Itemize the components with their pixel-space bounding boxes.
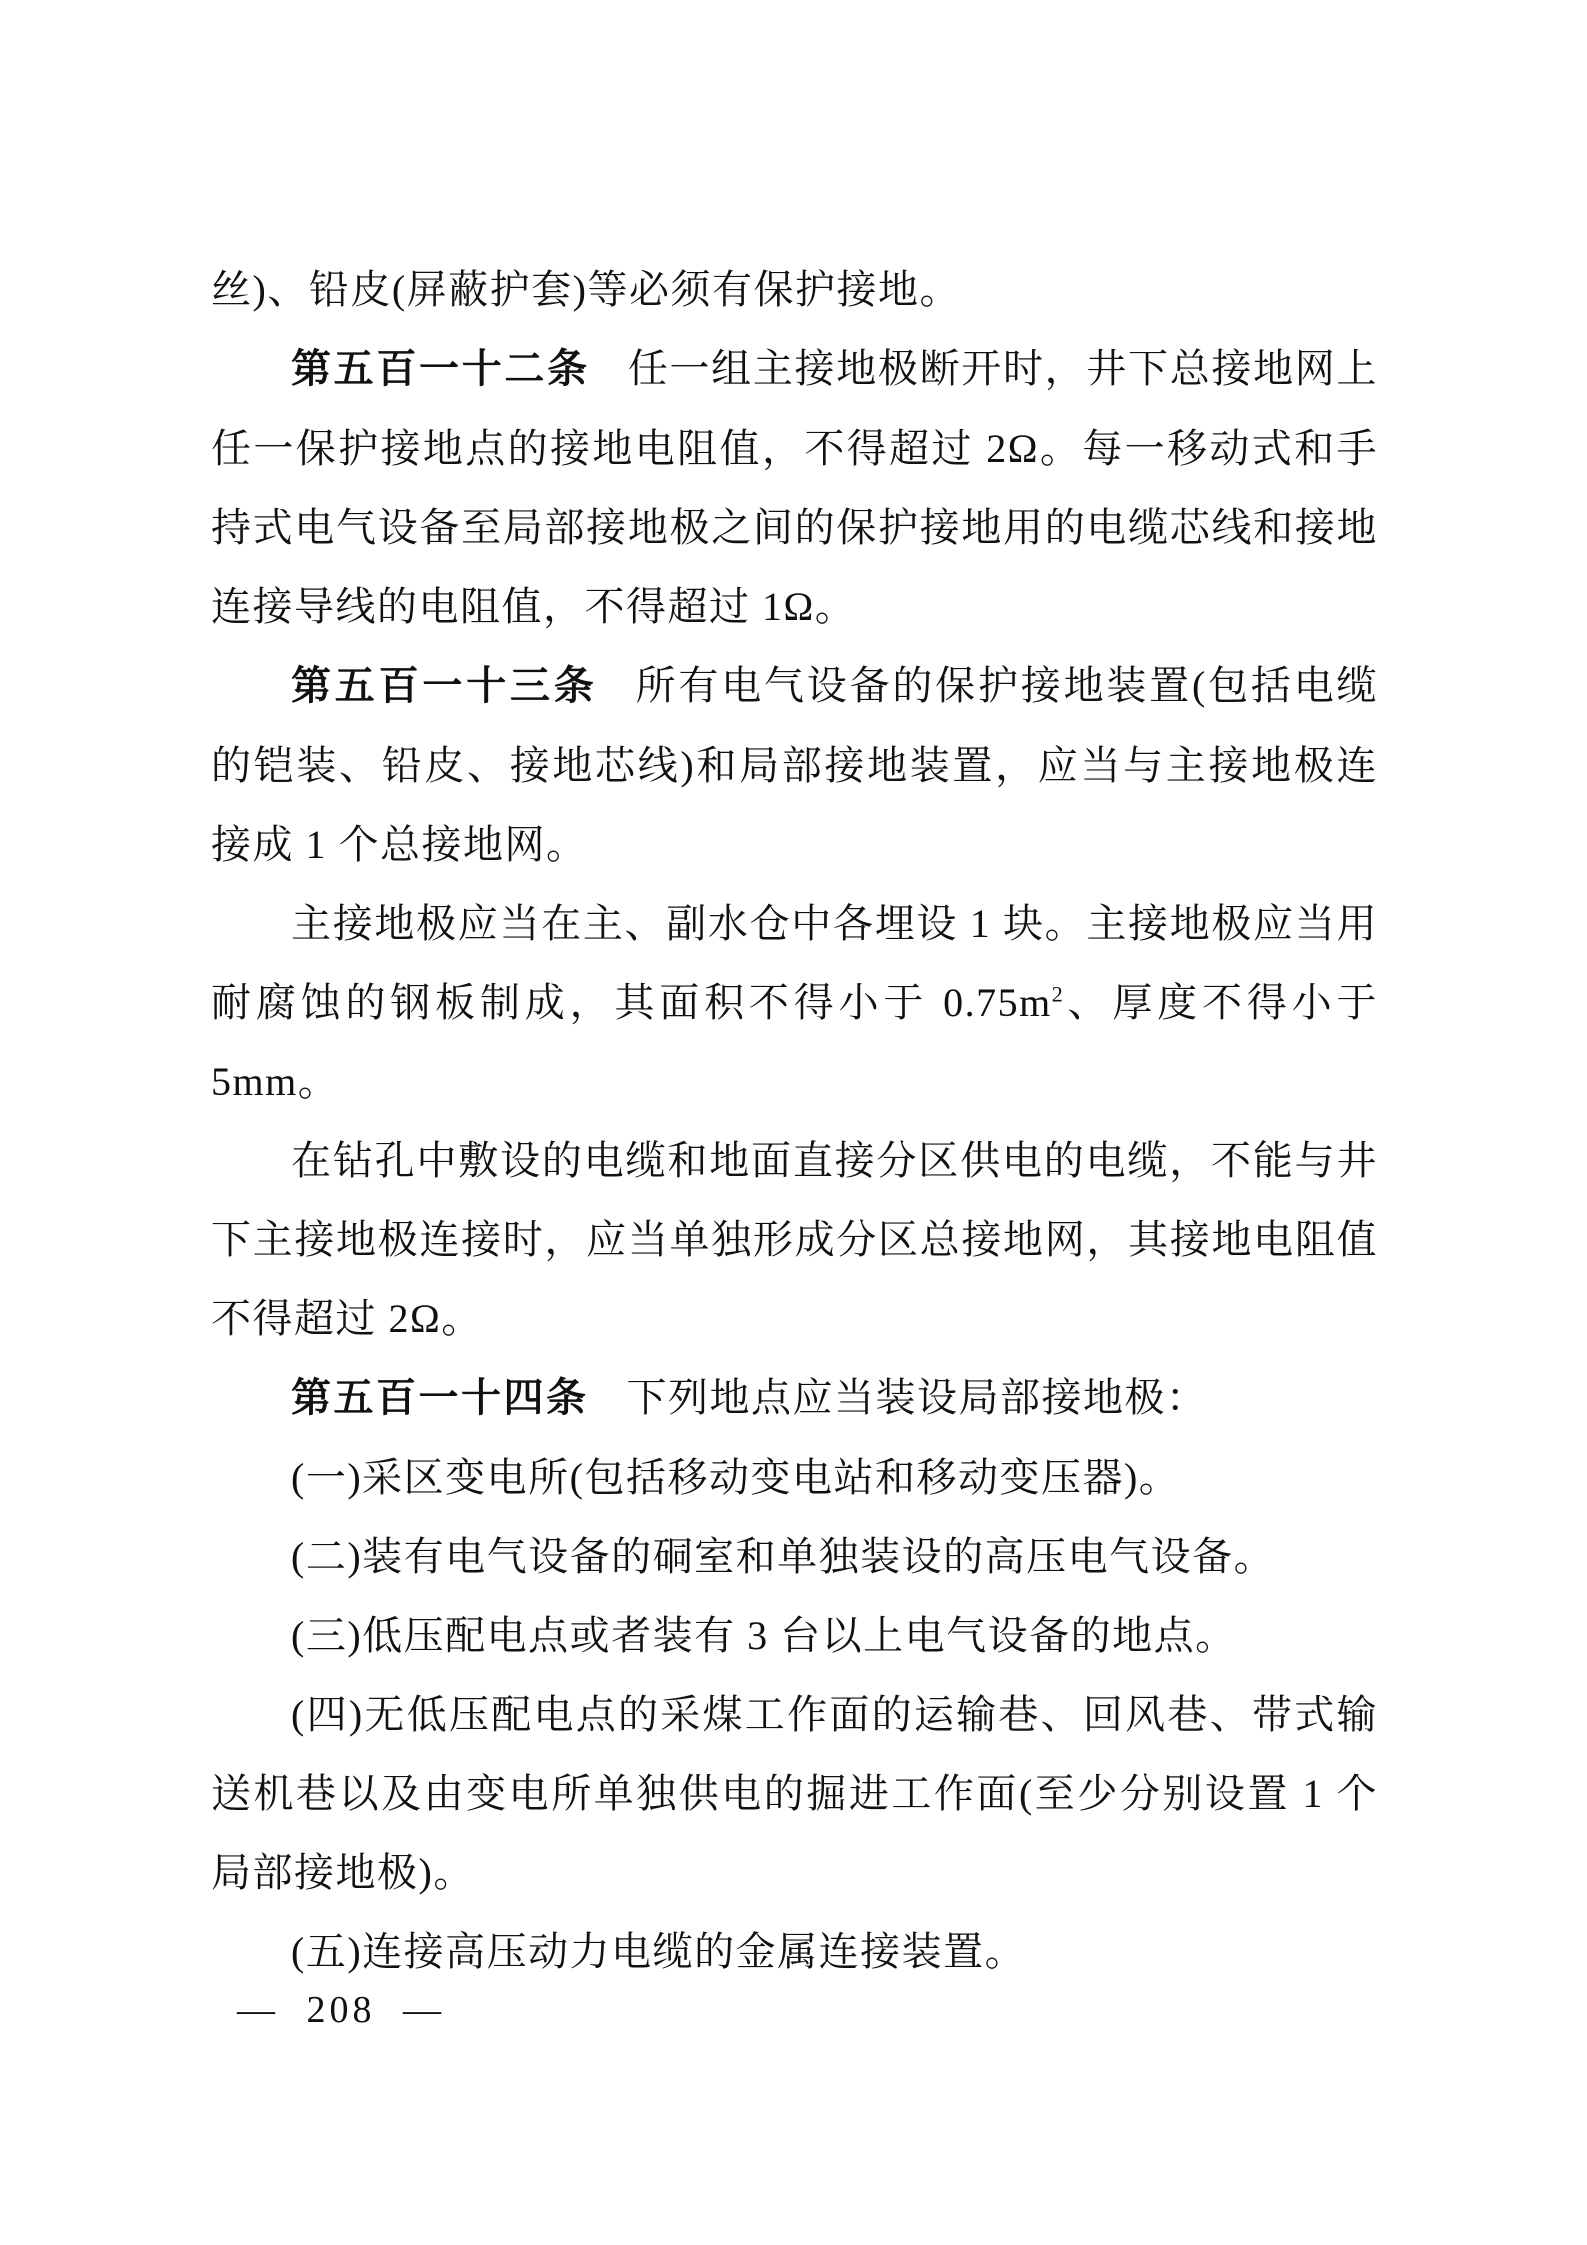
page-number	[237, 1988, 445, 2032]
paragraph-text: 丝)、铅皮(屏蔽护套)等必须有保护接地。	[211, 267, 961, 312]
document-body	[211, 250, 1378, 1991]
paragraph-text: (二)装有电气设备的硐室和单独装设的高压电气设备。	[291, 1534, 1276, 1579]
paragraph	[211, 1675, 1378, 1912]
article-number: 第五百一十二条	[291, 347, 590, 391]
paragraph-text: (三)低压配电点或者装有 3 台以上电气设备的地点。	[291, 1613, 1237, 1658]
paragraph-text: (一)采区变电所(包括移动变电站和移动变压器)。	[291, 1455, 1181, 1500]
paragraph	[211, 1912, 1378, 1991]
paragraph	[211, 250, 1378, 329]
paragraph	[211, 1121, 1378, 1358]
paragraph	[211, 329, 1378, 646]
article-number: 第五百一十四条	[291, 1376, 589, 1420]
paragraph-text: 下列地点应当装设局部接地极：	[626, 1375, 1208, 1420]
paragraph-text: 主接地极应当在主、副水仓中各埋设 1 块。主接地极应当用耐腐蚀的钢板制成，其面积不得小于 $0.75m^2$、厚度不得小于 5mm。	[211, 901, 1378, 1104]
paragraph	[211, 1438, 1378, 1517]
paragraph	[211, 1517, 1378, 1596]
paragraph-text: 任一组主接地极断开时，井下总接地网上任一保护接地点的接地电阻值，不得超过 2Ω。每一移动式和手持式电气设备至局部接地极之间的保护接地用的电缆芯线和接地连接导线的电阻值，不得超过 1Ω。	[211, 346, 1378, 629]
paragraph-text: 在钻孔中敷设的电缆和地面直接分区供电的电缆，不能与井下主接地极连接时，应当单独形成分区总接地网，其接地电阻值不得超过 2Ω。	[211, 1138, 1378, 1341]
paragraph-text: (四)无低压配电点的采煤工作面的运输巷、回风巷、带式输送机巷以及由变电所单独供电的掘进工作面(至少分别设置 1 个局部接地极)。	[211, 1692, 1378, 1895]
paragraph	[211, 646, 1378, 884]
page-number-text: — 208 —	[237, 1989, 445, 2031]
paragraph-text: (五)连接高压动力电缆的金属连接装置。	[291, 1929, 1027, 1974]
paragraph	[211, 1358, 1378, 1438]
article-number: 第五百一十三条	[291, 664, 598, 708]
paragraph-text: 所有电气设备的保护接地装置(包括电缆的铠装、铅皮、接地芯线)和局部接地装置，应当与主接地极连接成 1 个总接地网。	[211, 663, 1378, 867]
paragraph	[211, 884, 1378, 1121]
paragraph	[211, 1596, 1378, 1675]
